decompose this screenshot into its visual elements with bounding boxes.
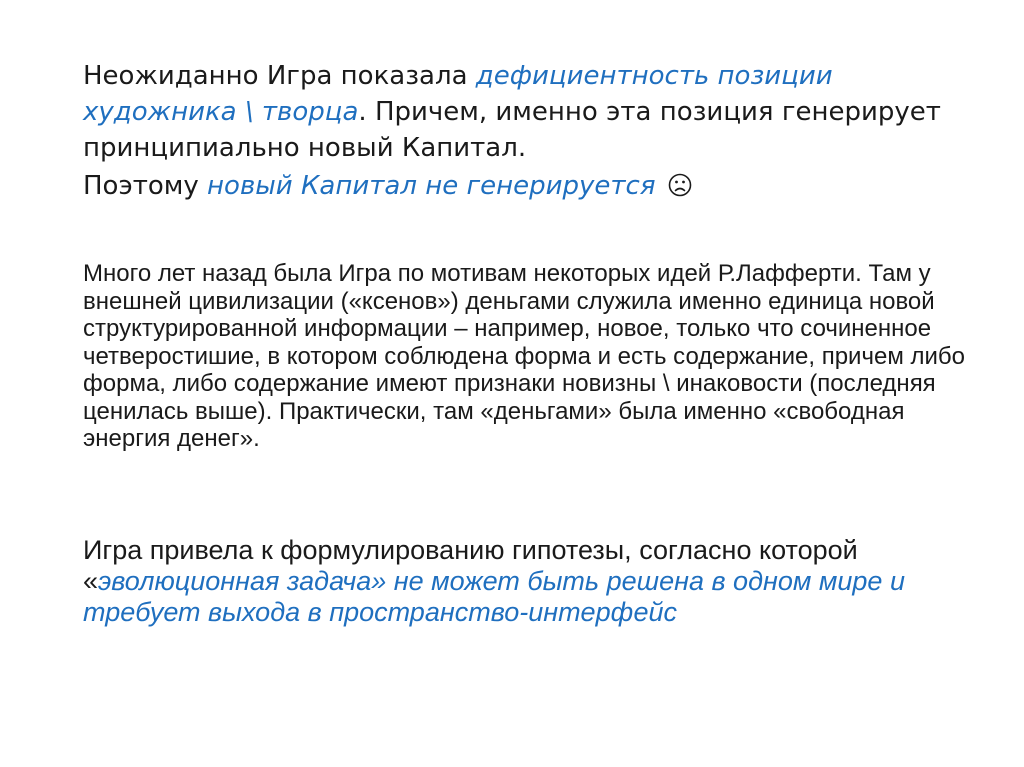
- highlighted-phrase: эволюционная задача» не может быть решена в одном мире и требует выхода в пространство-интерфейс: [83, 566, 905, 627]
- paragraph-text: Игра привела к формулированию гипотезы, согласно которой «: [83, 535, 858, 596]
- paragraph-lafferty-game: [83, 260, 993, 453]
- highlighted-phrase: новый Капитал не генерируется: [207, 171, 656, 201]
- highlighted-phrase: дефициентность позиции художника \ творца: [83, 61, 833, 127]
- paragraph-text: Много лет назад была Игра по мотивам некоторых идей Р.Лафферти. Там у внешней цивилизации («ксенов») деньгами служила именно единица новой структурированной информации – например, новое, только что сочиненное четверостишие, в котором соблюдена форма и есть содержание, причем либо форма, либо содержание имеют признаки новизны \ инаковости (последняя ценилась выше). Практически, там «деньгами» была именно «свободная энергия денег».: [83, 260, 965, 452]
- paragraph-text: Неожиданно Игра показала: [83, 61, 476, 91]
- frown-face-icon: [668, 173, 692, 197]
- paragraph-hypothesis: [83, 535, 993, 628]
- paragraph-capital: [83, 168, 983, 204]
- paragraph-text: . Причем, именно эта позиция генерирует принципиально новый Капитал.: [83, 97, 941, 163]
- paragraph-artist-position: [83, 58, 983, 166]
- paragraph-text: Поэтому: [83, 171, 208, 201]
